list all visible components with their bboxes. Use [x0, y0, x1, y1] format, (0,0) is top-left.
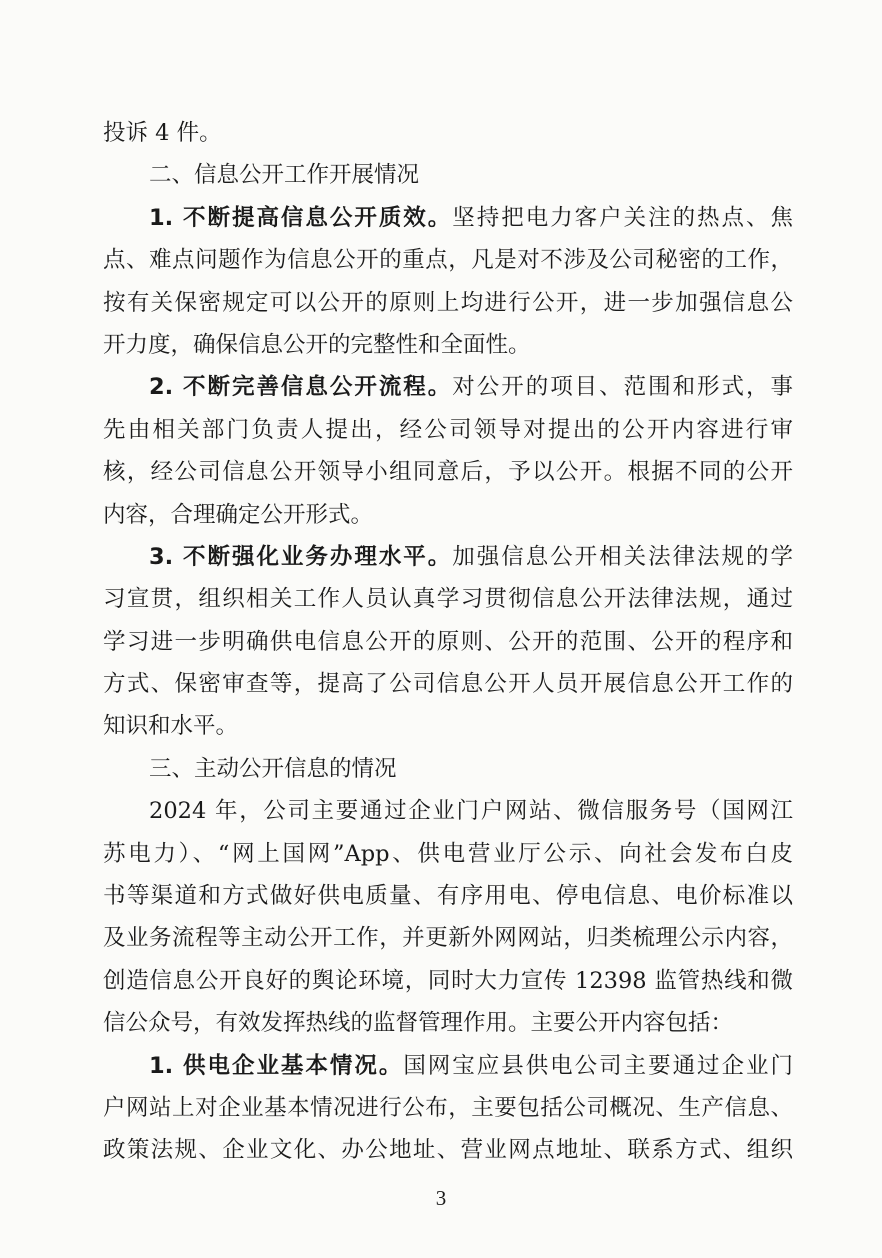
line-text: 书等渠道和方式做好供电质量、有序用电、停电信息、电价标准以	[103, 883, 793, 910]
line-text: 创造信息公开良好的舆论环境，同时大力宣传 12398 监管热线和微	[103, 967, 793, 994]
line-text: 习宣贯，组织相关工作人员认真学习贯彻信息公开法律法规，通过	[103, 586, 793, 613]
text-line	[103, 239, 793, 281]
line-text: 知识和水平。	[103, 713, 239, 740]
line-text: 先由相关部门负责人提出，经公司领导对提出的公开内容进行审	[103, 416, 793, 443]
text-line	[103, 197, 793, 239]
line-text: 及业务流程等主动公开工作，并更新外网网站，归类梳理公示内容，	[103, 925, 793, 952]
text-line	[103, 282, 793, 324]
line-text: 方式、保密审查等，提高了公司信息公开人员开展信息公开工作的	[103, 671, 793, 698]
line-text: 加强信息公开相关法律法规的学	[452, 543, 793, 570]
text-line	[103, 578, 793, 620]
text-line	[103, 790, 793, 832]
line-text: 投诉 4 件。	[103, 120, 222, 146]
page-number: 3	[435, 1186, 447, 1210]
text-line	[103, 1045, 793, 1087]
document-body	[103, 112, 793, 1172]
line-text: 核，经公司信息公开领导小组同意后，予以公开。根据不同的公开	[103, 459, 793, 486]
line-text: 点、难点问题作为信息公开的重点，凡是对不涉及公司秘密的工作，	[103, 247, 793, 274]
line-text: 对公开的项目、范围和形式，事	[452, 374, 793, 401]
text-line	[103, 833, 793, 875]
line-text: 开力度，确保信息公开的完整性和全面性。	[103, 331, 531, 358]
text-line	[103, 409, 793, 451]
line-text: 2024 年，公司主要通过企业门户网站、微信服务号（国网江	[149, 798, 793, 825]
bold-lead: 2. 不断完善信息公开流程。	[149, 374, 453, 401]
bold-lead: 1. 供电企业基本情况。	[149, 1052, 404, 1079]
line-text: 按有关保密规定可以公开的原则上均进行公开，进一步加强信息公	[103, 289, 793, 316]
text-line	[103, 960, 793, 1002]
section-heading	[103, 154, 793, 196]
bold-lead: 3. 不断强化业务办理水平。	[149, 543, 453, 570]
text-line	[103, 451, 793, 493]
line-text: 国网宝应县供电公司主要通过企业门	[403, 1052, 793, 1079]
text-line	[103, 917, 793, 959]
text-line	[103, 621, 793, 663]
text-line	[103, 1087, 793, 1129]
text-line	[103, 1002, 793, 1044]
line-text: 学习进一步明确供电信息公开的原则、公开的范围、公开的程序和	[103, 628, 793, 655]
text-line	[103, 875, 793, 917]
line-text: 户网站上对企业基本情况进行公布，主要包括公司概况、生产信息、	[103, 1094, 793, 1121]
line-text: 三、主动公开信息的情况	[149, 755, 397, 782]
line-text: 信公众号，有效发挥热线的监督管理作用。主要公开内容包括：	[103, 1010, 734, 1037]
section-heading	[103, 748, 793, 790]
line-text: 政策法规、企业文化、办公地址、营业网点地址、联系方式、组织	[103, 1137, 793, 1164]
text-line	[103, 324, 793, 366]
text-line	[103, 112, 793, 154]
line-text: 苏电力）、“网上国网”App、供电营业厅公示、向社会发布白皮	[103, 840, 793, 867]
bold-lead: 1. 不断提高信息公开质效。	[149, 204, 453, 231]
line-text: 二、信息公开工作开展情况	[149, 162, 420, 189]
line-text: 坚持把电力客户关注的热点、焦	[452, 204, 793, 231]
text-line	[103, 705, 793, 747]
text-line	[103, 536, 793, 578]
line-text: 内容，合理确定公开形式。	[103, 501, 374, 528]
text-line	[103, 366, 793, 408]
text-line	[103, 494, 793, 536]
text-line	[103, 1129, 793, 1171]
text-line	[103, 663, 793, 705]
